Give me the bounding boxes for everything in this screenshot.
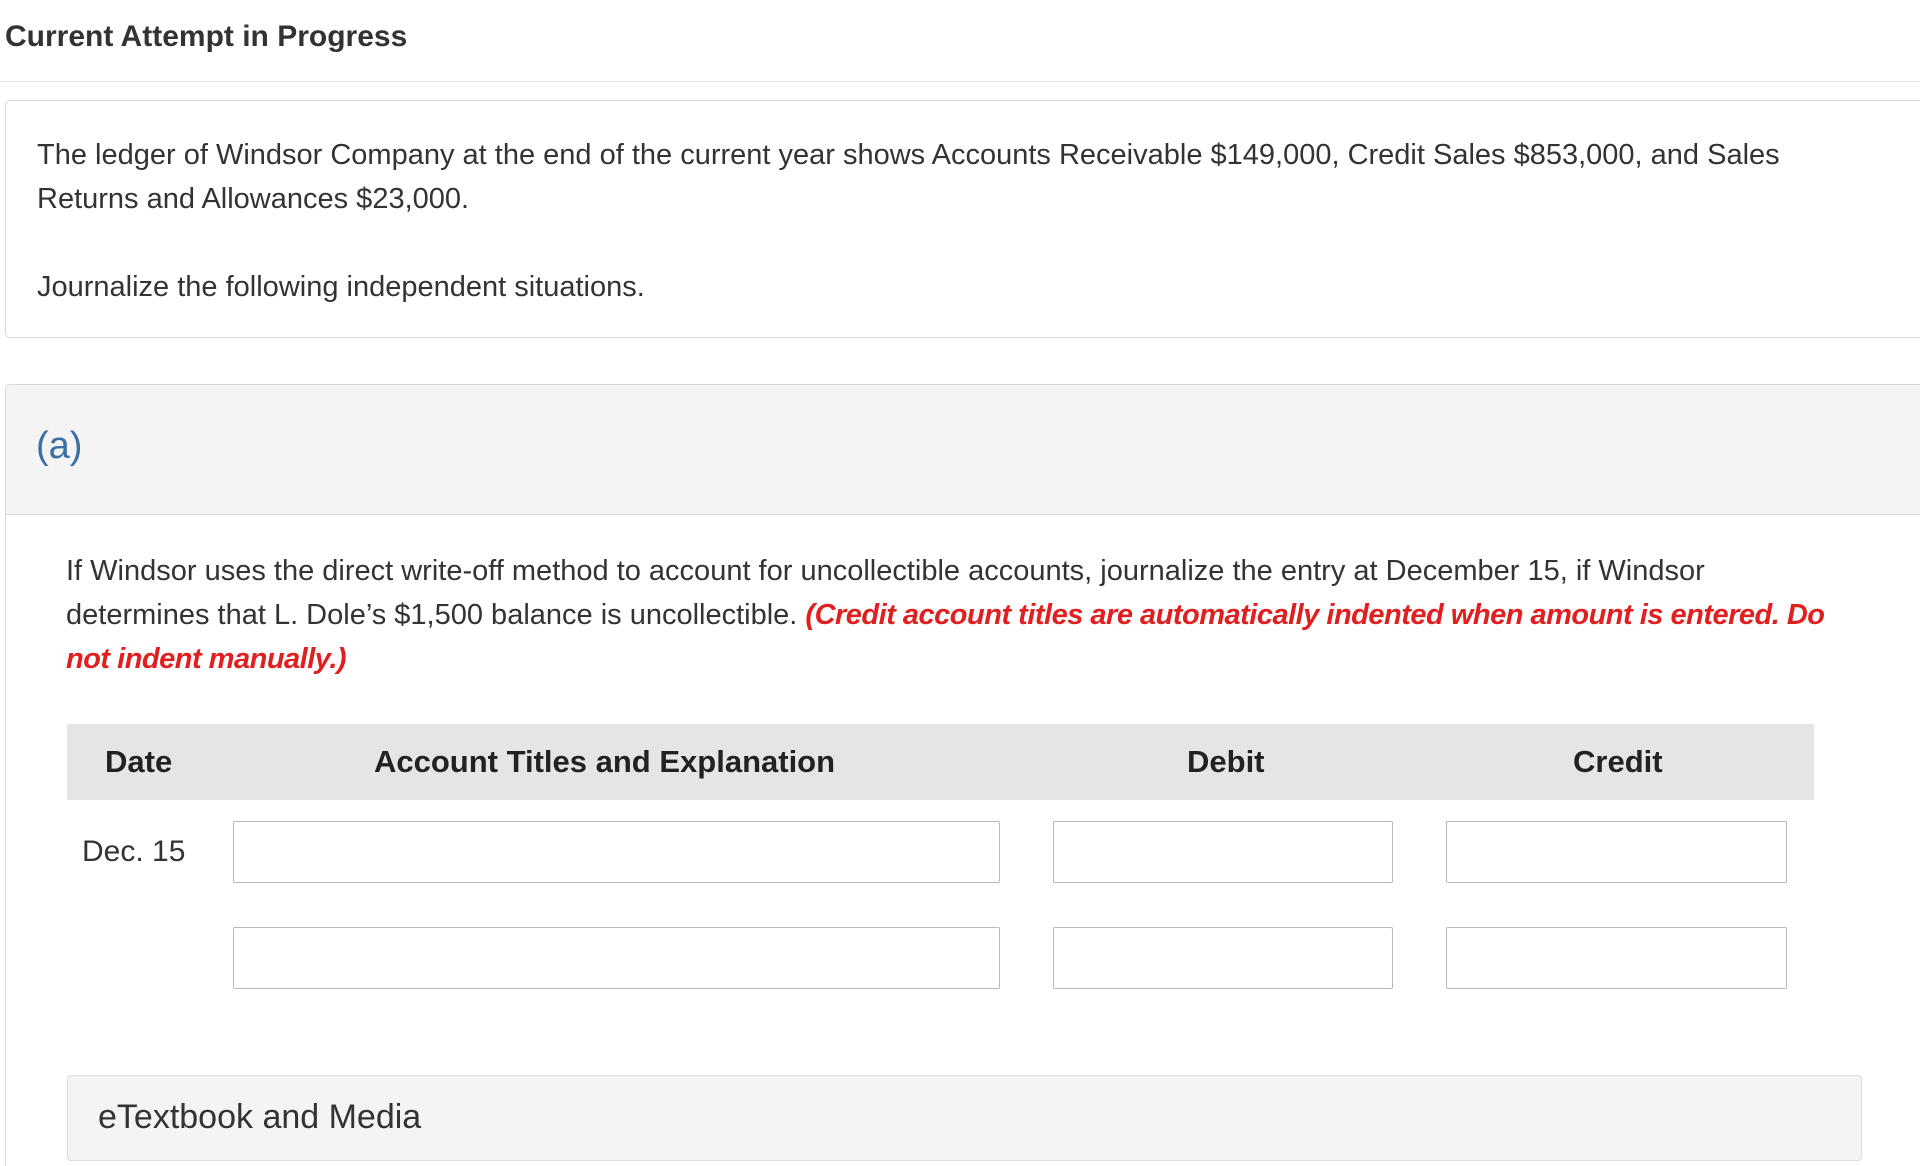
attempt-title: Current Attempt in Progress [5,20,408,53]
attempt-header [0,0,1920,82]
account-column-header: Account Titles and Explanation [374,744,836,779]
row-1-account-input[interactable] [233,821,1000,883]
question-body: If Windsor uses the direct write-off method to account for uncollectible accounts, journalize the entry at December 15, if Windsor determines that L. Dole’s $1,500 balance is uncollectible. [66,555,1705,631]
row-1-debit-input[interactable] [1053,821,1393,883]
row-2-account-input[interactable] [233,927,1000,989]
prompt-instruction: Journalize the following independent situations. [37,271,645,303]
date-column-header: Date [105,744,173,779]
row-2-debit-input[interactable] [1053,927,1393,989]
row-1-date: Dec. 15 [82,835,186,868]
row-2-credit-input[interactable] [1446,927,1787,989]
journal-table-header [67,724,1814,800]
credit-indent-note: (Credit account titles are automatically indented when amount is entered. Do not indent manually.) [66,599,1825,675]
question-text [66,549,1846,681]
part-a-header [6,385,1920,515]
part-a-section [5,384,1920,1166]
debit-column-header: Debit [1187,744,1265,779]
prompt-card [5,100,1920,338]
etextbook-media-label: eTextbook and Media [98,1098,422,1136]
credit-column-header: Credit [1573,744,1663,779]
prompt-text: The ledger of Windsor Company at the end of the current year shows Accounts Receivable $149,000, Credit Sales $853,000, and Sales Returns and Allowances $23,000. [37,139,1780,215]
etextbook-media-button[interactable] [67,1075,1862,1161]
row-1-credit-input[interactable] [1446,821,1787,883]
part-a-label: (a) [36,425,83,467]
